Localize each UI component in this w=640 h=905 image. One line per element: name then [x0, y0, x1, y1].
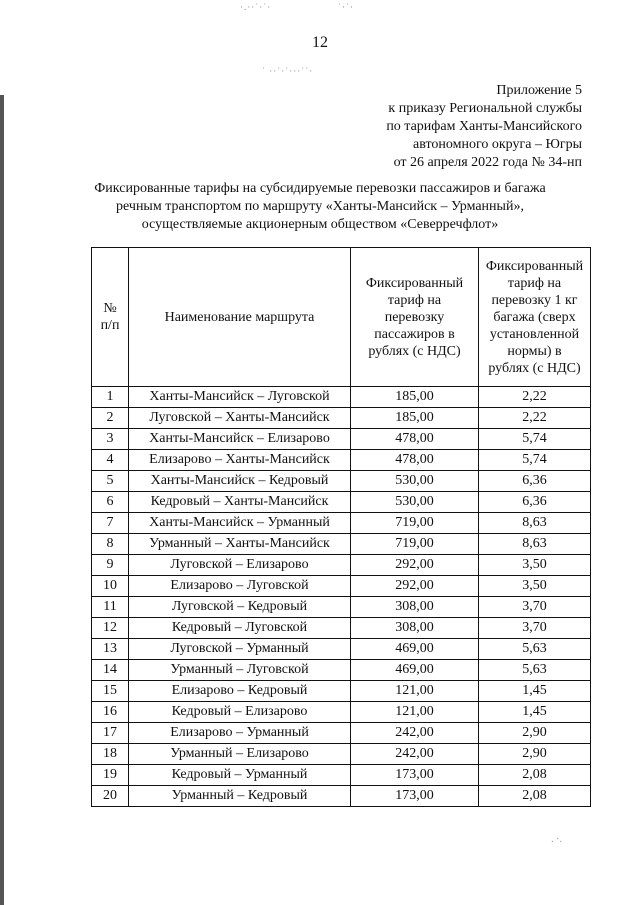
appendix-line: Приложение 5 — [496, 83, 582, 98]
row-number: 5 — [92, 471, 129, 492]
table-row — [92, 534, 591, 555]
table-row — [92, 492, 591, 513]
row-number: 6 — [92, 492, 129, 513]
passenger-tariff: 242,00 — [351, 744, 479, 765]
row-number: 16 — [92, 702, 129, 723]
route-name: Елизарово – Урманный — [129, 723, 351, 744]
route-name: Ханты-Мансийск – Луговской — [129, 387, 351, 408]
header-route: Наименование маршрута — [129, 248, 351, 387]
table-row — [92, 786, 591, 807]
baggage-tariff: 2,08 — [479, 765, 591, 786]
route-name: Луговской – Елизарово — [129, 555, 351, 576]
row-number: 19 — [92, 765, 129, 786]
table-row — [92, 387, 591, 408]
row-number: 18 — [92, 744, 129, 765]
table-row — [92, 429, 591, 450]
header-baggage-tariff: Фиксированный тариф на перевозку 1 кг багажа (сверх установленной нормы) в рублях (с НДС) — [479, 248, 591, 387]
row-number: 10 — [92, 576, 129, 597]
table-row — [92, 513, 591, 534]
passenger-tariff: 308,00 — [351, 618, 479, 639]
route-name: Ханты-Мансийск – Кедровый — [129, 471, 351, 492]
title-line: Фиксированные тарифы на субсидируемые перевозки пассажиров и багажа — [94, 181, 546, 196]
baggage-tariff: 8,63 — [479, 513, 591, 534]
scan-speckle: . ·. — [551, 834, 562, 845]
passenger-tariff: 469,00 — [351, 660, 479, 681]
table-row — [92, 639, 591, 660]
row-number: 17 — [92, 723, 129, 744]
passenger-tariff: 292,00 — [351, 576, 479, 597]
route-name: Елизарово – Ханты-Мансийск — [129, 450, 351, 471]
row-number: 12 — [92, 618, 129, 639]
route-name: Луговской – Ханты-Мансийск — [129, 408, 351, 429]
table-row — [92, 450, 591, 471]
route-name: Ханты-Мансийск – Елизарово — [129, 429, 351, 450]
passenger-tariff: 185,00 — [351, 408, 479, 429]
row-number: 1 — [92, 387, 129, 408]
passenger-tariff: 242,00 — [351, 723, 479, 744]
table-row — [92, 702, 591, 723]
passenger-tariff: 173,00 — [351, 786, 479, 807]
route-name: Луговской – Урманный — [129, 639, 351, 660]
appendix-line: от 26 апреля 2022 года № 34-нп — [393, 155, 582, 170]
route-name: Елизарово – Луговской — [129, 576, 351, 597]
route-name: Урманный – Луговской — [129, 660, 351, 681]
route-name: Елизарово – Кедровый — [129, 681, 351, 702]
row-number: 8 — [92, 534, 129, 555]
baggage-tariff: 1,45 — [479, 681, 591, 702]
passenger-tariff: 530,00 — [351, 471, 479, 492]
route-name: Ханты-Мансийск – Урманный — [129, 513, 351, 534]
header-passenger-tariff: Фиксированный тариф на перевозку пассажиров в рублях (с НДС) — [351, 248, 479, 387]
table-row — [92, 681, 591, 702]
table-row — [92, 597, 591, 618]
baggage-tariff: 8,63 — [479, 534, 591, 555]
row-number: 13 — [92, 639, 129, 660]
baggage-tariff: 2,22 — [479, 387, 591, 408]
appendix-reference — [302, 82, 582, 172]
title-line: речным транспортом по маршруту «Ханты-Мансийск – Урманный», — [116, 199, 524, 214]
table-header-row — [92, 248, 591, 387]
baggage-tariff: 3,70 — [479, 618, 591, 639]
baggage-tariff: 5,63 — [479, 639, 591, 660]
row-number: 20 — [92, 786, 129, 807]
table-row — [92, 660, 591, 681]
passenger-tariff: 121,00 — [351, 681, 479, 702]
baggage-tariff: 6,36 — [479, 471, 591, 492]
scan-edge-bar — [0, 95, 4, 905]
baggage-tariff: 2,22 — [479, 408, 591, 429]
row-number: 3 — [92, 429, 129, 450]
passenger-tariff: 308,00 — [351, 597, 479, 618]
row-number: 2 — [92, 408, 129, 429]
table-row — [92, 408, 591, 429]
route-name: Урманный – Елизарово — [129, 744, 351, 765]
appendix-line: по тарифам Ханты-Мансийского — [386, 119, 582, 134]
document-title — [40, 180, 600, 234]
scan-smudge-top: ·.··˙·˙· — [240, 2, 272, 12]
passenger-tariff: 121,00 — [351, 702, 479, 723]
row-number: 14 — [92, 660, 129, 681]
table-row — [92, 618, 591, 639]
row-number: 9 — [92, 555, 129, 576]
table-row — [92, 744, 591, 765]
table-row — [92, 471, 591, 492]
row-number: 4 — [92, 450, 129, 471]
baggage-tariff: 6,36 — [479, 492, 591, 513]
passenger-tariff: 719,00 — [351, 534, 479, 555]
table-row — [92, 555, 591, 576]
passenger-tariff: 173,00 — [351, 765, 479, 786]
passenger-tariff: 478,00 — [351, 450, 479, 471]
baggage-tariff: 2,90 — [479, 744, 591, 765]
baggage-tariff: 5,74 — [479, 429, 591, 450]
baggage-tariff: 2,90 — [479, 723, 591, 744]
page-number: 12 — [312, 34, 328, 51]
table-row — [92, 723, 591, 744]
title-line: осуществляемые акционерным обществом «Северречфлот» — [141, 217, 499, 232]
baggage-tariff: 5,74 — [479, 450, 591, 471]
passenger-tariff: 292,00 — [351, 555, 479, 576]
table-row — [92, 576, 591, 597]
table-row — [92, 765, 591, 786]
baggage-tariff: 1,45 — [479, 702, 591, 723]
appendix-line: к приказу Региональной службы — [388, 101, 582, 116]
tariff-table — [91, 247, 591, 807]
baggage-tariff: 3,50 — [479, 576, 591, 597]
passenger-tariff: 719,00 — [351, 513, 479, 534]
route-name: Урманный – Кедровый — [129, 786, 351, 807]
route-name: Кедровый – Елизарово — [129, 702, 351, 723]
scan-smudge-mid: ˙ ··˙·˙···˙˙· — [262, 66, 314, 76]
route-name: Урманный – Ханты-Мансийск — [129, 534, 351, 555]
row-number: 11 — [92, 597, 129, 618]
scan-smudge-top-right: ˙·˙· — [338, 2, 354, 12]
route-name: Кедровый – Ханты-Мансийск — [129, 492, 351, 513]
header-number: № п/п — [92, 248, 129, 387]
passenger-tariff: 478,00 — [351, 429, 479, 450]
route-name: Кедровый – Луговской — [129, 618, 351, 639]
route-name: Луговской – Кедровый — [129, 597, 351, 618]
baggage-tariff: 5,63 — [479, 660, 591, 681]
baggage-tariff: 3,50 — [479, 555, 591, 576]
row-number: 7 — [92, 513, 129, 534]
baggage-tariff: 2,08 — [479, 786, 591, 807]
baggage-tariff: 3,70 — [479, 597, 591, 618]
passenger-tariff: 530,00 — [351, 492, 479, 513]
passenger-tariff: 469,00 — [351, 639, 479, 660]
appendix-line: автономного округа – Югры — [413, 137, 582, 152]
passenger-tariff: 185,00 — [351, 387, 479, 408]
route-name: Кедровый – Урманный — [129, 765, 351, 786]
row-number: 15 — [92, 681, 129, 702]
